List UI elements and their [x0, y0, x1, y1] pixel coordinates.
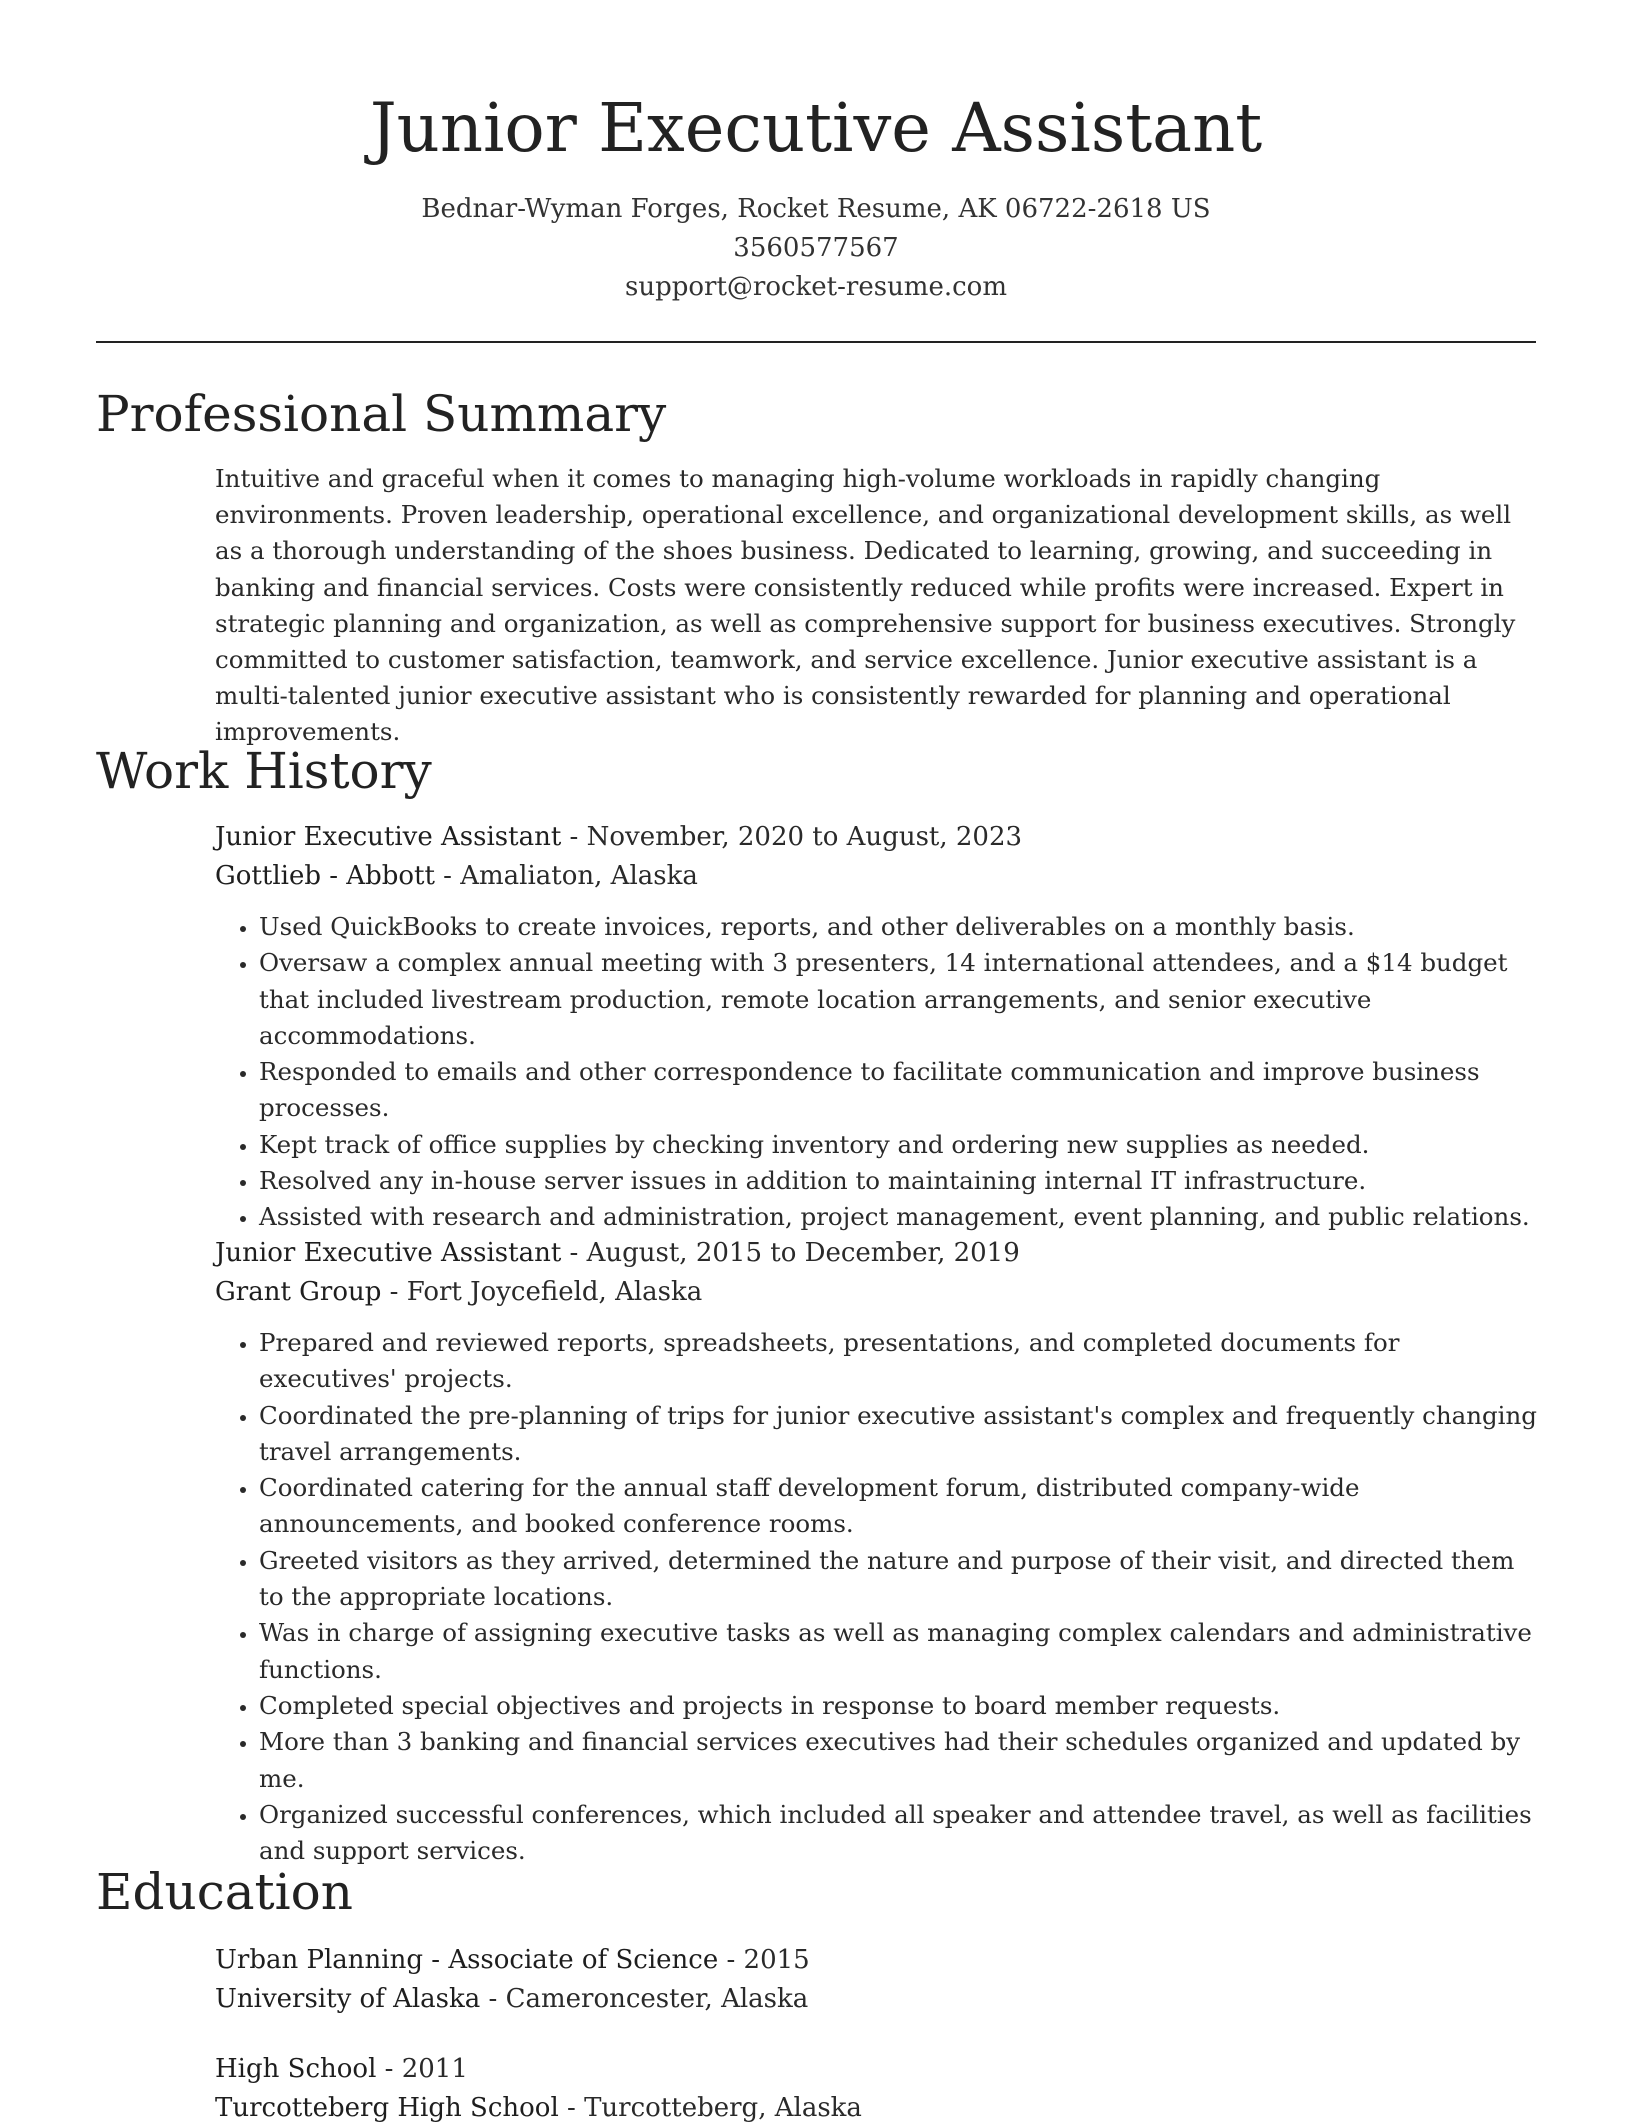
- job-location: - Fort Joycefield, Alaska: [381, 1277, 703, 1307]
- resume-header: [0, 82, 1632, 307]
- education-school: University of Alaska: [215, 1984, 481, 2014]
- job-dates: - November, 2020 to August, 2023: [561, 822, 1023, 852]
- education-heading: Education: [96, 1863, 353, 1921]
- job-bullet-list: [215, 1325, 1537, 1869]
- job-entry: [215, 1234, 1537, 1869]
- work-history-heading: Work History: [96, 742, 432, 800]
- education-school-line: [215, 2089, 1537, 2128]
- job-position: Junior Executive Assistant: [215, 822, 562, 852]
- job-company: Gottlieb - Abbott: [215, 861, 435, 891]
- summary-heading: Professional Summary: [96, 385, 667, 443]
- contact-email: support@rocket-resume.com: [624, 272, 1007, 302]
- job-bullet: • Assisted with research and administration, project management, event planning, and public relations.: [259, 1199, 1537, 1235]
- job-bullet-list: [215, 909, 1537, 1236]
- contact-phone: 3560577567: [733, 233, 899, 263]
- job-company-line: [215, 1273, 1537, 1312]
- education-school-line: [215, 1980, 1537, 2019]
- education-degree-line: [215, 1941, 1537, 1980]
- job-bullet: • Was in charge of assigning executive tasks as well as managing complex calendars and administrative functions.: [259, 1615, 1537, 1688]
- education-year: - 2015: [718, 1945, 810, 1975]
- education-location: - Cameroncester, Alaska: [480, 1984, 809, 2014]
- education-entry: [215, 1941, 1537, 2019]
- job-bullet: • Coordinated the pre-planning of trips for junior executive assistant's complex and frequently changing travel arrangements.: [259, 1398, 1537, 1471]
- education-degree: High School: [215, 2054, 377, 2084]
- job-position: Junior Executive Assistant: [215, 1238, 562, 1268]
- summary-text: Intuitive and graceful when it comes to managing high-volume workloads in rapidly changing environments. Proven leadership, operational excellence, and organizational development skills, as well as a thorough understanding of the shoes business. Dedicated to learning, growing, and succeeding in banking and financial services. Costs were consistently reduced while profits were increased. Expert in strategic planning and organization, as well as comprehensive support for business executives. Strongly committed to customer satisfaction, teamwork, and service excellence. Junior executive assistant is a multi-talented junior executive assistant who is consistently rewarded for planning and operational improvements.: [215, 464, 1516, 747]
- education-entry: [215, 2050, 1537, 2128]
- job-bullet: • Greeted visitors as they arrived, determined the nature and purpose of their visit, and directed them to the appropriate locations.: [259, 1543, 1537, 1616]
- job-entry: [215, 818, 1537, 1236]
- job-title-line: [215, 818, 1537, 857]
- job-location: - Amaliaton, Alaska: [434, 861, 698, 891]
- job-company-line: [215, 857, 1537, 896]
- job-bullet: • Responded to emails and other correspondence to facilitate communication and improve business processes.: [259, 1054, 1537, 1127]
- education-location: - Turcotteberg, Alaska: [558, 2093, 862, 2123]
- job-bullet: • Resolved any in-house server issues in addition to maintaining internal IT infrastructure.: [259, 1163, 1537, 1199]
- job-company: Grant Group: [215, 1277, 382, 1307]
- education-year: - 2011: [376, 2054, 468, 2084]
- job-bullet: • More than 3 banking and financial services executives had their schedules organized and updated by me.: [259, 1724, 1537, 1797]
- education-school: Turcotteberg High School: [215, 2093, 559, 2123]
- job-bullet: • Oversaw a complex annual meeting with 3 presenters, 14 international attendees, and a $14 budget that included livestream production, remote location arrangements, and senior executive accommodations.: [259, 945, 1537, 1054]
- education-degree: Urban Planning - Associate of Science: [215, 1945, 719, 1975]
- contact-address: Bednar-Wyman Forges, Rocket Resume, AK 06722-2618 US: [421, 194, 1211, 224]
- education-degree-line: [215, 2050, 1537, 2089]
- header-divider: [96, 341, 1536, 343]
- job-bullet: • Organized successful conferences, which included all speaker and attendee travel, as well as facilities and support services.: [259, 1797, 1537, 1870]
- job-bullet: • Used QuickBooks to create invoices, reports, and other deliverables on a monthly basis.: [259, 909, 1537, 945]
- candidate-name: Junior Executive Assistant: [369, 89, 1263, 167]
- job-bullet: • Kept track of office supplies by checking inventory and ordering new supplies as needed.: [259, 1127, 1537, 1163]
- job-bullet: • Coordinated catering for the annual staff development forum, distributed company-wide announcements, and booked conference rooms.: [259, 1470, 1537, 1543]
- job-bullet: • Completed special objectives and projects in response to board member requests.: [259, 1688, 1537, 1724]
- job-title-line: [215, 1234, 1537, 1273]
- summary-section: [215, 461, 1537, 751]
- job-bullet: • Prepared and reviewed reports, spreadsheets, presentations, and completed documents for executives' projects.: [259, 1325, 1537, 1398]
- job-dates: - August, 2015 to December, 2019: [561, 1238, 1020, 1268]
